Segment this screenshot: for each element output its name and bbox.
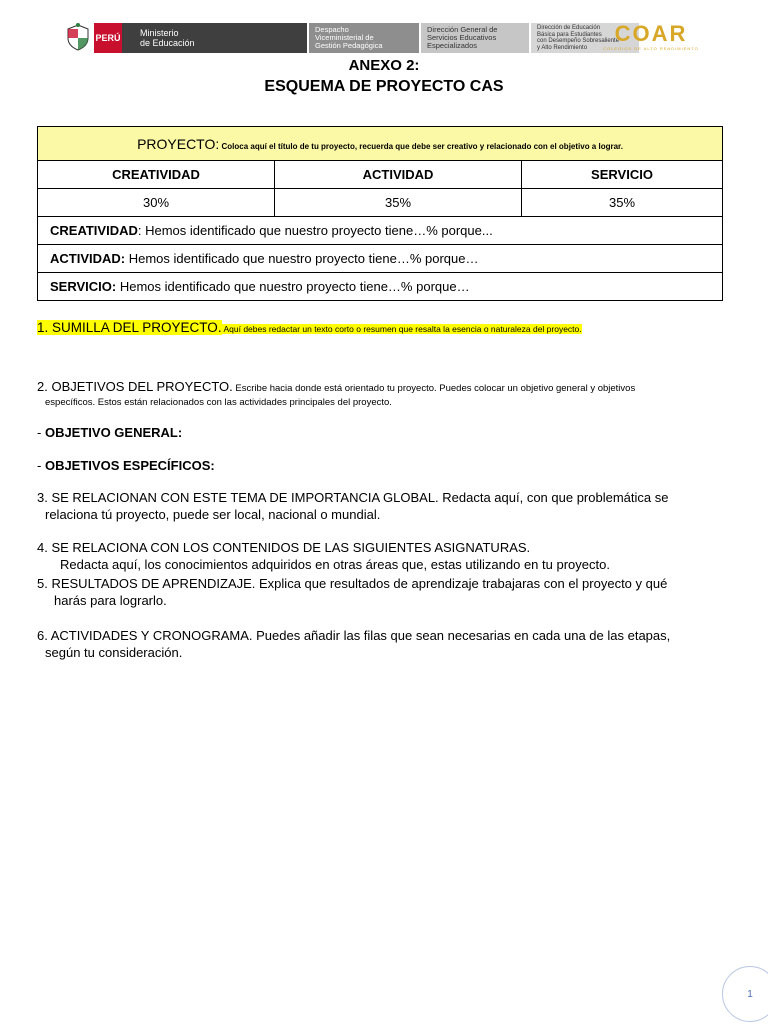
document-title: ESQUEMA DE PROYECTO CAS (264, 78, 504, 95)
objetivos-note: Escribe hacia donde está orientado tu proyecto. Puedes colocar un objetivo general y objetivos (232, 383, 636, 394)
section-asignaturas: 4. SE RELACIONA CON LOS CONTENIDOS DE LAS SIGUIENTES ASIGNATURAS. Redacta aquí, los conocimientos adquiridos en otras áreas que, estas utilizando en tu proyecto. (37, 540, 610, 572)
pct-servicio[interactable]: 35% (522, 189, 723, 217)
actividad-justification[interactable]: ACTIVIDAD: Hemos identificado que nuestro proyecto tiene…% porque… (38, 245, 723, 273)
sumilla-heading: 1. SUMILLA DEL PROYECTO. (37, 320, 222, 335)
coar-wordmark: COAR (614, 21, 688, 46)
header-creatividad: CREATIVIDAD (38, 161, 275, 189)
objetivos-especificos: - OBJETIVOS ESPECÍFICOS: (37, 458, 215, 473)
coar-subtitle: COLEGIOS DE ALTO RENDIMIENTO (603, 46, 699, 51)
project-table (37, 126, 723, 301)
header-servicio: SERVICIO (522, 161, 723, 189)
section-actividades: 6. ACTIVIDADES Y CRONOGRAMA. Puedes añadir las filas que sean necesarias en cada una de las etapas, según tu consideración. (37, 628, 671, 660)
sumilla-note: Aquí debes redactar un texto corto o resumen que resalta la esencia o naturaleza del proyecto. (221, 324, 582, 334)
objetivo-general: - OBJETIVO GENERAL: (37, 425, 183, 440)
annex-label: ANEXO 2: (348, 57, 420, 74)
table-row (38, 217, 723, 245)
project-cell[interactable] (38, 127, 723, 161)
section-tema-global: 3. SE RELACIONAN CON ESTE TEMA DE IMPORTANCIA GLOBAL. Redacta aquí, con que problemática se relaciona tú proyecto, puede ser local, nacional o mundial. (37, 490, 669, 522)
coar-logo (596, 22, 706, 54)
objetivo-general-label: OBJETIVO GENERAL: (44, 425, 183, 440)
objetivos-note-cont: específicos. Estos están relacionados con las actividades principales del proyecto. (45, 397, 392, 408)
direccion-general-label: Dirección General de Servicios Educativos Especializados (421, 23, 529, 53)
peru-badge: PERÚ (94, 23, 122, 53)
servicio-justification[interactable]: SERVICIO: Hemos identificado que nuestro proyecto tiene…% porque… (38, 273, 723, 301)
table-header-row (38, 161, 723, 189)
project-label: PROYECTO: (137, 135, 220, 152)
objetivos-especificos-label: OBJETIVOS ESPECÍFICOS: (44, 458, 215, 473)
table-row (38, 273, 723, 301)
peru-coat-of-arms-icon (66, 23, 90, 51)
objetivos-heading: 2. OBJETIVOS DEL PROYECTO. (37, 379, 233, 394)
section-resultados: 5. RESULTADOS DE APRENDIZAJE. Explica que resultados de aprendizaje trabajaras con el proyecto y qué harás para lograrlo. (37, 576, 668, 608)
page-number: 1 (722, 966, 768, 1022)
ministerio-label: Ministerio de Educación (122, 23, 307, 53)
direccion-educacion-label: Dirección de Educación Básica para Estudiantes con Desempeño Sobresaliente y Alto Rendimiento (531, 23, 639, 53)
pct-actividad[interactable]: 35% (275, 189, 522, 217)
header-actividad: ACTIVIDAD (275, 161, 522, 189)
despacho-label: Despacho Viceministerial de Gestión Pedagógica (309, 23, 419, 53)
section-sumilla (37, 319, 731, 338)
project-instructions: Coloca aquí el título de tu proyecto, recuerda que debe ser creativo y relacionado con el objetivo a lograr. (219, 141, 623, 151)
section-objetivos (37, 378, 731, 409)
pct-creatividad[interactable]: 30% (38, 189, 275, 217)
header-banner (64, 20, 704, 56)
project-row (38, 127, 723, 161)
percentage-row (38, 189, 723, 217)
creatividad-justification[interactable]: CREATIVIDAD: Hemos identificado que nuestro proyecto tiene…% porque... (38, 217, 723, 245)
table-row (38, 245, 723, 273)
